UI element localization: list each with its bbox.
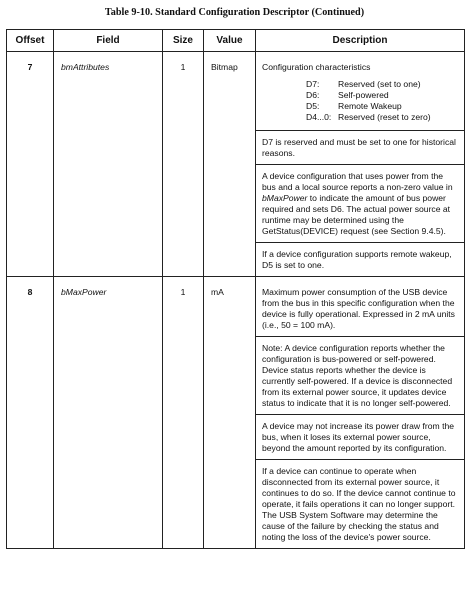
bit-key: D7: [306,79,320,89]
bit-definitions [306,79,458,123]
bit-text: Remote Wakeup [338,101,402,111]
description-text: If a device configuration supports remote wakeup, D5 is set to one. [262,249,452,270]
header-field: Field [54,30,163,52]
bit-key: D4...0: [306,112,332,122]
description-text: Configuration characteristics [262,62,371,72]
cell-value: mA [204,277,256,549]
cell-field: bMaxPower [54,277,163,549]
bit-row [306,90,458,101]
configuration-descriptor-table [6,29,465,549]
header-offset: Offset [7,30,54,52]
bit-key: D6: [306,90,320,100]
text-span: A device configuration that uses power from the bus and a local source reports a non-zero value in [262,171,453,192]
table-title: Table 9-10. Standard Configuration Descriptor (Continued) [104,7,365,18]
bit-key: D5: [306,101,320,111]
cell-size: 1 [163,52,204,277]
description-block [256,130,464,164]
description-block [256,277,464,336]
description-text: Note: A device configuration reports whether the configuration is bus-powered or self-powered. Device status reports whether the device is currently self-powered. If a device is disconnected from its external power source, it updates device status to indicate that it is no longer self-powered. [262,343,453,408]
description-block [256,336,464,414]
bit-row [306,112,458,123]
description-block [256,52,464,130]
table-row-bmattributes [7,52,465,277]
field-reference: bMaxPower [262,193,308,203]
table-header-row [7,30,465,52]
cell-offset: 7 [7,52,54,277]
bit-text: Reserved (reset to zero) [338,112,431,122]
header-description: Description [256,30,465,52]
description-block [256,414,464,459]
cell-description [256,52,465,277]
description-text: A device may not increase its power draw from the bus, when it loses its external power source, beyond the amount reported by its configuration. [262,421,455,453]
description-text [262,171,458,237]
bit-row [306,101,458,112]
header-size: Size [163,30,204,52]
description-block [256,164,464,242]
bit-text: Reserved (set to one) [338,79,421,89]
bit-row [306,79,458,90]
cell-offset: 8 [7,277,54,549]
text-span: to indicate the amount of bus power required and sets D6. The actual power source at runtime may be determined using the GetStatus(DEVICE) request (see Section 9.4.5). [262,193,451,236]
cell-size: 1 [163,277,204,549]
description-text: D7 is reserved and must be set to one for historical reasons. [262,137,456,158]
cell-description [256,277,465,549]
description-block [256,242,464,276]
description-block [256,459,464,548]
cell-value: Bitmap [204,52,256,277]
table-row-bmaxpower [7,277,465,549]
bit-text: Self-powered [338,90,389,100]
description-text: If a device can continue to operate when disconnected from its external power source, it continues to do so. If the device cannot continue to operate, it fails operations it can no longer support. The USB System Software may determine the cause of the failure by checking the status and noting the loss of the device's power source. [262,466,456,542]
cell-field: bmAttributes [54,52,163,277]
description-text: Maximum power consumption of the USB device from the bus in this specific configuration when the device is fully operational. Expressed in 2 mA units (i.e., 50 = 100 mA). [262,287,455,330]
header-value: Value [204,30,256,52]
